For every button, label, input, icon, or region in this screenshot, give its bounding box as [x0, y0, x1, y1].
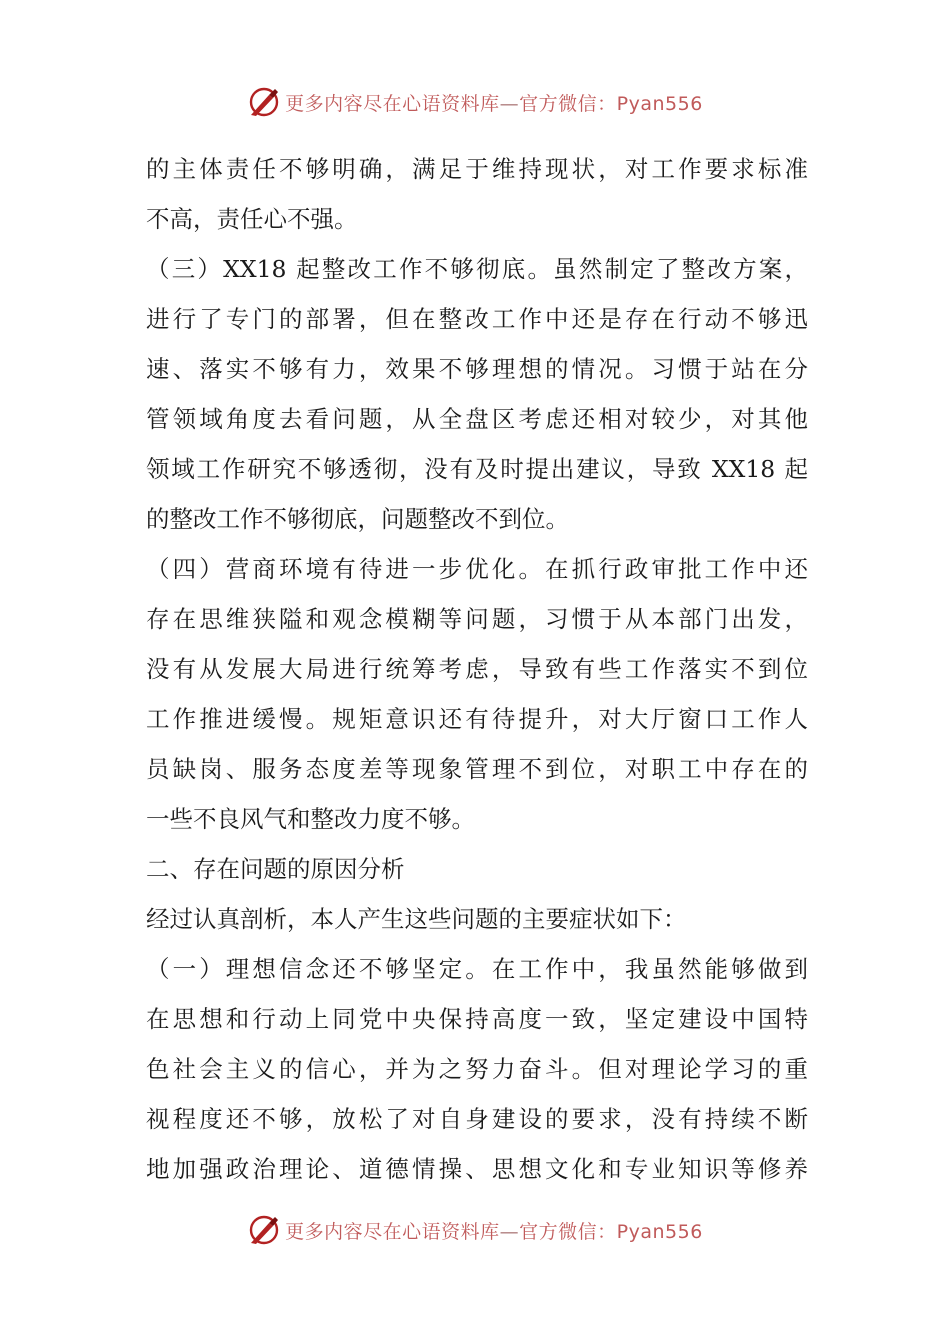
body-line: 经过认真剖析，本人产生这些问题的主要症状如下：	[146, 905, 687, 933]
footer-site-name: 更多内容尽在心语资料库	[285, 1220, 500, 1243]
body-line: 地加强政治理论、道德情操、思想文化和专业知识等修养	[146, 1155, 808, 1183]
body-line: 不高，责任心不强。	[146, 205, 358, 233]
header-contact: 官方微信：Pyan556	[519, 92, 703, 115]
body-line: 的整改工作不够彻底，问题整改不到位。	[146, 505, 569, 533]
header-banner	[0, 84, 950, 120]
footer-banner-text	[285, 1217, 703, 1244]
body-line: 领域工作研究不够透彻，没有及时提出建议，导致 XX18 起	[146, 455, 808, 483]
pen-logo-icon	[247, 85, 281, 119]
body-line: 员缺岗、服务态度差等现象管理不到位，对职工中存在的	[146, 755, 808, 783]
footer-separator: —	[499, 1220, 520, 1243]
pen-logo-icon	[247, 1213, 281, 1247]
section-heading: 二、存在问题的原因分析	[146, 855, 405, 883]
body-line: 一些不良风气和整改力度不够。	[146, 805, 475, 833]
header-site-name: 更多内容尽在心语资料库	[285, 92, 500, 115]
body-line: 在思想和行动上同党中央保持高度一致，坚定建设中国特	[146, 1005, 808, 1033]
body-line: （四）营商环境有待进一步优化。在抓行政审批工作中还	[146, 555, 808, 583]
footer-contact: 官方微信：Pyan556	[519, 1220, 703, 1243]
body-line: 工作推进缓慢。规矩意识还有待提升，对大厅窗口工作人	[146, 705, 808, 733]
header-separator: —	[499, 92, 520, 115]
body-line: 管领域角度去看问题，从全盘区考虑还相对较少，对其他	[146, 405, 808, 433]
body-line: 没有从发展大局进行统筹考虑，导致有些工作落实不到位	[146, 655, 808, 683]
body-line: 视程度还不够，放松了对自身建设的要求，没有持续不断	[146, 1105, 808, 1133]
body-line: 色社会主义的信心，并为之努力奋斗。但对理论学习的重	[146, 1055, 808, 1083]
body-line: 的主体责任不够明确，满足于维持现状，对工作要求标准	[146, 155, 808, 183]
document-body	[146, 150, 808, 1200]
body-line: （一）理想信念还不够坚定。在工作中，我虽然能够做到	[146, 955, 808, 983]
header-banner-text	[285, 89, 703, 116]
body-line: （三）XX18 起整改工作不够彻底。虽然制定了整改方案，	[146, 255, 808, 283]
footer-banner	[0, 1212, 950, 1248]
body-line: 速、落实不够有力，效果不够理想的情况。习惯于站在分	[146, 355, 808, 383]
body-line: 存在思维狭隘和观念模糊等问题，习惯于从本部门出发，	[146, 605, 808, 633]
body-line: 进行了专门的部署，但在整改工作中还是存在行动不够迅	[146, 305, 808, 333]
